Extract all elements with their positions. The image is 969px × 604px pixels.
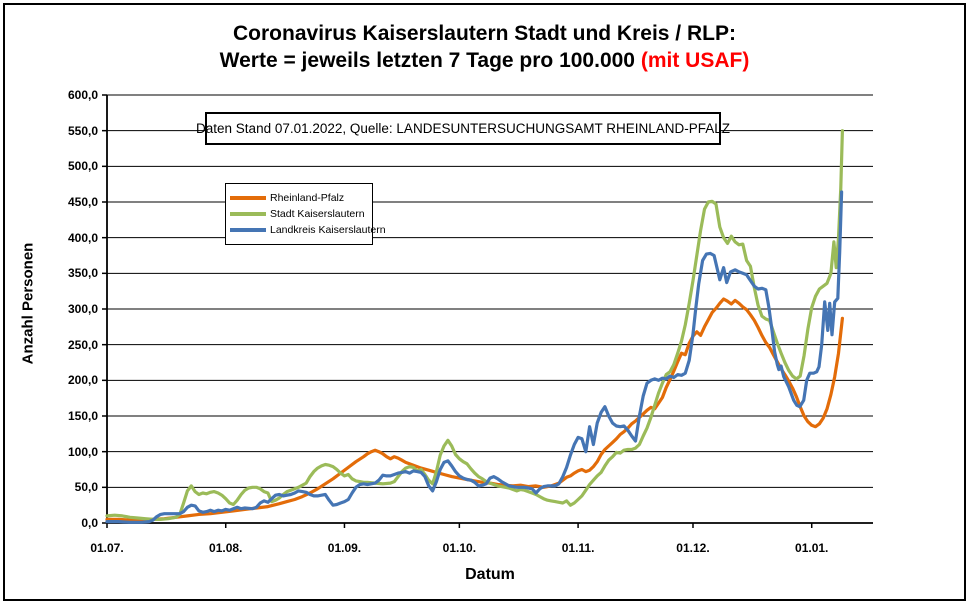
chart-title-line1: Coronavirus Kaiserslautern Stadt und Kreis / RLP: [233,22,736,45]
x-axis-title: Datum [465,566,515,583]
legend-swatch-orange [230,196,266,200]
x-tick-label: 01.09. [327,541,362,555]
legend-label: Rheinland-Pfalz [270,192,345,204]
legend-item-landkreis-kaiserslautern [230,222,386,238]
y-tick-label: 100,0 [67,444,98,459]
x-tick-label: 01.07. [90,541,124,555]
chart-title [0,20,969,75]
x-tick-label: 01.10. [442,541,477,555]
series-line-1 [107,131,842,520]
chart-title-line2-red: (mit USAF) [640,49,750,73]
legend-swatch-green [230,212,266,216]
y-tick-label: 300,0 [67,302,98,316]
y-tick-label: 50,0 [74,480,98,495]
y-tick-label: 600,0 [67,88,98,102]
y-axis-title: Anzahl Personen [19,242,37,365]
y-tick-label: 550,0 [67,123,98,138]
x-tick-label: 01.11. [561,541,595,555]
x-tick-label: 01.12. [676,541,710,555]
chart-title-line2 [0,47,969,74]
legend [225,183,386,245]
legend-item-stadt-kaiserslautern [230,206,372,222]
y-tick-label: 250,0 [67,337,98,352]
legend-label: Stadt Kaiserslautern [270,208,365,220]
y-tick-label: 150,0 [67,409,98,423]
chart-title-line2-black: Werte = jeweils letzten 7 Tage pro 100.000 [219,49,641,73]
legend-label: Landkreis Kaiserslautern [270,224,386,236]
y-tick-label: 450,0 [67,195,98,209]
data-source-box [196,112,730,145]
x-tick-label: 01.01. [795,541,829,555]
x-tick-label: 01.08. [209,541,243,555]
y-tick-label: 200,0 [67,373,98,388]
y-tick-label: 0,0 [81,516,98,530]
y-tick-label: 400,0 [67,230,98,245]
y-tick-label: 350,0 [67,266,98,281]
legend-item-rheinland-pfalz [230,190,372,206]
y-tick-label: 500,0 [67,159,98,174]
legend-swatch-blue [230,228,266,232]
data-source-text: Daten Stand 07.01.2022, Quelle: LANDESUNTERSUCHUNGSAMT RHEINLAND-PFALZ [196,121,730,136]
